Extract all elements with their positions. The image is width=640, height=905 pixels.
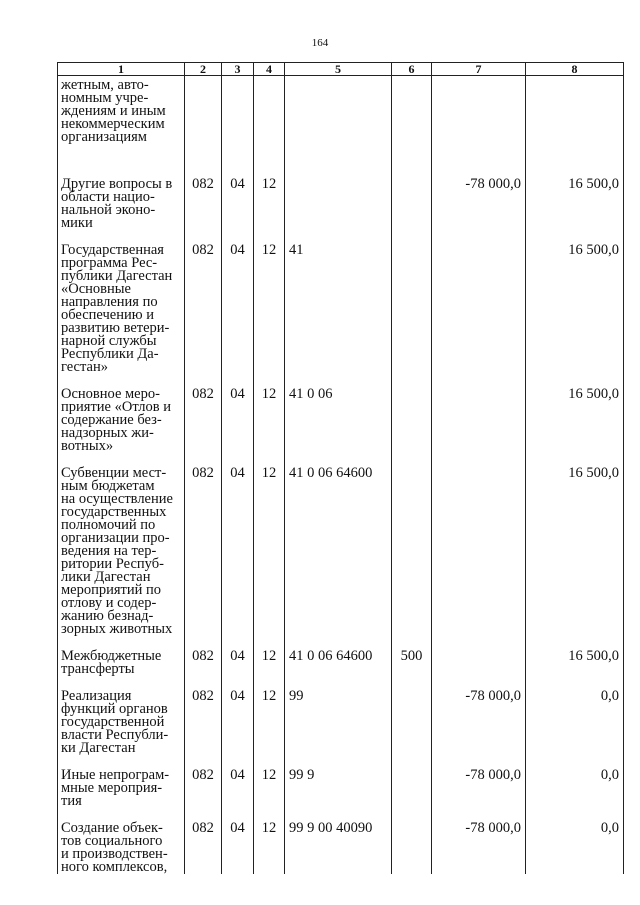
row-section: 04: [222, 676, 254, 755]
header-col-8: 8: [526, 63, 624, 76]
row-target-article: 41 0 06: [285, 374, 392, 453]
row-name: Основное меро- приятие «Отлов и содержание без- надзорных жи- вотных»: [58, 374, 185, 453]
row-expense-type: [392, 374, 432, 453]
table-row: [58, 76, 624, 165]
row-name: Иные непрограм- мные мероприя- тия: [58, 755, 185, 808]
row-subsection: [254, 76, 285, 165]
budget-table: [57, 62, 624, 874]
row-gl-admin: 082: [185, 453, 222, 636]
row-gl-admin: 082: [185, 164, 222, 230]
row-name: Государственная программа Рес- публики Дагестан «Основные направления по обеспечению и развитию ветери- нарной службы Республики Да- гестан»: [58, 230, 185, 374]
header-col-2: 2: [185, 63, 222, 76]
row-section: 04: [222, 755, 254, 808]
row-gl-admin: [185, 76, 222, 165]
row-change-amount: [432, 636, 526, 676]
row-subsection: 12: [254, 808, 285, 874]
row-subsection: 12: [254, 453, 285, 636]
row-target-article: 99 9: [285, 755, 392, 808]
table-row: [58, 676, 624, 755]
row-name: Создание объек- тов социального и производствен- ного комплексов,: [58, 808, 185, 874]
row-name: Межбюджетные трансферты: [58, 636, 185, 676]
row-change-amount: -78 000,0: [432, 164, 526, 230]
row-target-article: [285, 164, 392, 230]
row-change-amount: -78 000,0: [432, 755, 526, 808]
row-section: 04: [222, 230, 254, 374]
row-total-amount: 0,0: [526, 676, 624, 755]
row-expense-type: [392, 230, 432, 374]
row-target-article: 41: [285, 230, 392, 374]
row-name: Реализация функций органов государственной власти Республи- ки Дагестан: [58, 676, 185, 755]
row-subsection: 12: [254, 164, 285, 230]
row-section: 04: [222, 636, 254, 676]
row-target-article: 99: [285, 676, 392, 755]
row-expense-type: [392, 755, 432, 808]
row-section: 04: [222, 808, 254, 874]
row-gl-admin: 082: [185, 636, 222, 676]
row-expense-type: [392, 676, 432, 755]
row-expense-type: [392, 76, 432, 165]
row-target-article: [285, 76, 392, 165]
header-col-6: 6: [392, 63, 432, 76]
table-row: [58, 374, 624, 453]
row-total-amount: 16 500,0: [526, 230, 624, 374]
row-change-amount: [432, 453, 526, 636]
row-total-amount: 16 500,0: [526, 453, 624, 636]
table-row: [58, 808, 624, 874]
row-change-amount: [432, 76, 526, 165]
row-section: 04: [222, 453, 254, 636]
row-name: Другие вопросы в области нацио- нальной эконо- мики: [58, 164, 185, 230]
row-target-article: 41 0 06 64600: [285, 453, 392, 636]
row-name: Субвенции мест- ным бюджетам на осуществление государственных полномочий по организации про- ведения на тер- ритории Респуб- лики Дагестан мероприятий по отлову и содер- жанию безнад- зорных животных: [58, 453, 185, 636]
row-expense-type: [392, 453, 432, 636]
row-gl-admin: 082: [185, 808, 222, 874]
row-target-article: 99 9 00 40090: [285, 808, 392, 874]
row-expense-type: 500: [392, 636, 432, 676]
row-gl-admin: 082: [185, 676, 222, 755]
header-col-4: 4: [254, 63, 285, 76]
row-expense-type: [392, 808, 432, 874]
row-section: [222, 76, 254, 165]
row-expense-type: [392, 164, 432, 230]
row-total-amount: 0,0: [526, 755, 624, 808]
row-change-amount: -78 000,0: [432, 676, 526, 755]
header-col-1: 1: [58, 63, 185, 76]
table-row: [58, 755, 624, 808]
row-change-amount: -78 000,0: [432, 808, 526, 874]
row-total-amount: 16 500,0: [526, 636, 624, 676]
header-col-5: 5: [285, 63, 392, 76]
row-section: 04: [222, 374, 254, 453]
row-change-amount: [432, 230, 526, 374]
row-gl-admin: 082: [185, 755, 222, 808]
row-subsection: 12: [254, 636, 285, 676]
row-subsection: 12: [254, 230, 285, 374]
row-total-amount: 16 500,0: [526, 374, 624, 453]
row-total-amount: 16 500,0: [526, 164, 624, 230]
row-name: жетным, авто- номным учре- ждениям и иным некоммерческим организациям: [58, 76, 185, 165]
header-col-7: 7: [432, 63, 526, 76]
row-gl-admin: 082: [185, 230, 222, 374]
header-col-3: 3: [222, 63, 254, 76]
row-change-amount: [432, 374, 526, 453]
row-subsection: 12: [254, 755, 285, 808]
table-row: [58, 230, 624, 374]
table-row: [58, 453, 624, 636]
table-row: [58, 164, 624, 230]
row-gl-admin: 082: [185, 374, 222, 453]
table-header-row: [58, 63, 624, 76]
row-target-article: 41 0 06 64600: [285, 636, 392, 676]
row-total-amount: [526, 76, 624, 165]
row-section: 04: [222, 164, 254, 230]
row-subsection: 12: [254, 374, 285, 453]
page-number: 164: [311, 37, 329, 49]
table-row: [58, 636, 624, 676]
row-subsection: 12: [254, 676, 285, 755]
row-total-amount: 0,0: [526, 808, 624, 874]
